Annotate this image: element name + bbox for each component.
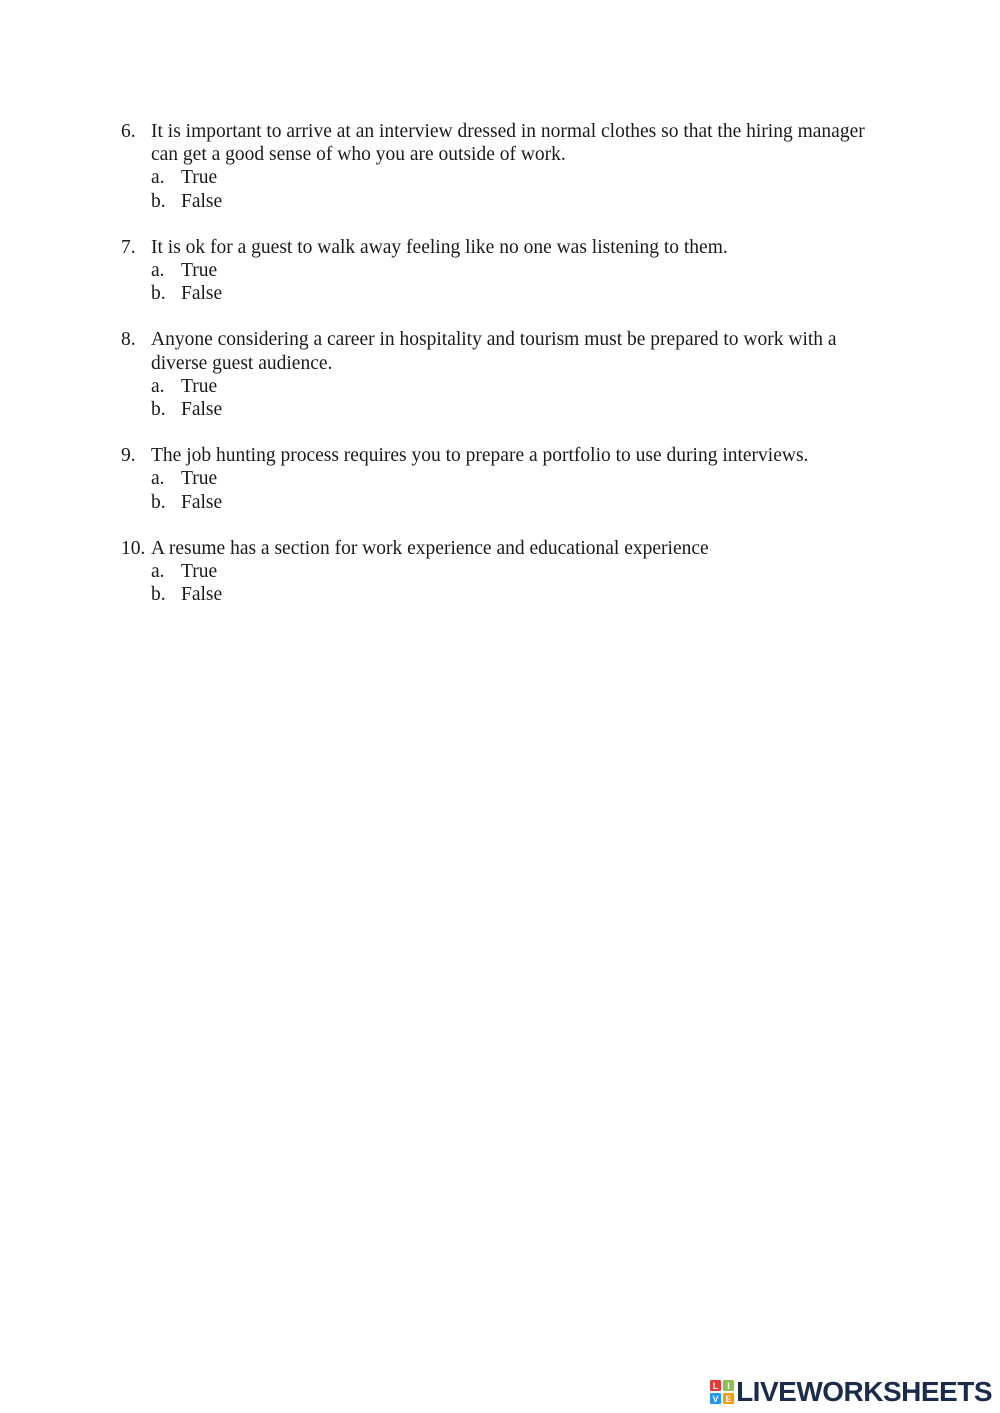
question-number: 7. xyxy=(121,236,136,258)
option-letter: a. xyxy=(151,561,165,583)
question-number: 9. xyxy=(121,445,136,467)
worksheet-questions xyxy=(121,120,881,629)
option-b[interactable] xyxy=(151,190,881,213)
question-6 xyxy=(121,120,881,213)
question-text: It is important to arrive at an interview dressed in normal clothes so that the hiring manager can get a good sense of who you are outside of work. xyxy=(151,121,865,166)
option-letter: b. xyxy=(151,399,166,421)
question-number: 10. xyxy=(121,537,146,559)
svg-text:E: E xyxy=(725,1394,732,1404)
liveworksheets-logo-icon xyxy=(710,1380,734,1404)
question-7 xyxy=(121,236,881,306)
svg-text:I: I xyxy=(727,1381,730,1391)
liveworksheets-watermark xyxy=(710,1377,992,1407)
option-text: False xyxy=(181,491,223,513)
option-letter: b. xyxy=(151,584,166,606)
question-9 xyxy=(121,444,881,514)
option-b[interactable] xyxy=(151,583,881,606)
option-a[interactable] xyxy=(151,166,881,189)
option-letter: a. xyxy=(151,260,165,282)
question-number: 8. xyxy=(121,329,136,351)
option-letter: b. xyxy=(151,491,166,513)
svg-text:L: L xyxy=(712,1381,719,1391)
option-text: False xyxy=(181,399,223,421)
option-text: True xyxy=(181,375,218,397)
option-text: True xyxy=(181,561,218,583)
option-a[interactable] xyxy=(151,467,881,490)
question-8 xyxy=(121,328,881,421)
question-text: Anyone considering a career in hospitality and tourism must be prepared to work with a diverse guest audience. xyxy=(151,329,837,374)
option-text: False xyxy=(181,584,223,606)
option-b[interactable] xyxy=(151,282,881,305)
option-text: False xyxy=(181,283,223,305)
question-text: A resume has a section for work experience and educational experience xyxy=(151,537,709,559)
option-b[interactable] xyxy=(151,491,881,514)
question-10 xyxy=(121,537,881,607)
liveworksheets-logo-text: LIVEWORKSHEETS xyxy=(736,1376,992,1407)
question-number: 6. xyxy=(121,121,136,142)
option-letter: b. xyxy=(151,190,166,212)
svg-text:V: V xyxy=(712,1394,719,1404)
option-text: True xyxy=(181,167,218,189)
option-a[interactable] xyxy=(151,259,881,282)
option-letter: a. xyxy=(151,468,165,490)
option-letter: a. xyxy=(151,167,165,189)
option-letter: a. xyxy=(151,375,165,397)
option-b[interactable] xyxy=(151,398,881,421)
question-text: The job hunting process requires you to prepare a portfolio to use during interviews. xyxy=(151,445,809,467)
option-text: True xyxy=(181,260,218,282)
option-a[interactable] xyxy=(151,560,881,583)
option-text: True xyxy=(181,468,218,490)
option-letter: b. xyxy=(151,283,166,305)
option-a[interactable] xyxy=(151,375,881,398)
question-text: It is ok for a guest to walk away feeling like no one was listening to them. xyxy=(151,236,728,258)
option-text: False xyxy=(181,190,223,212)
